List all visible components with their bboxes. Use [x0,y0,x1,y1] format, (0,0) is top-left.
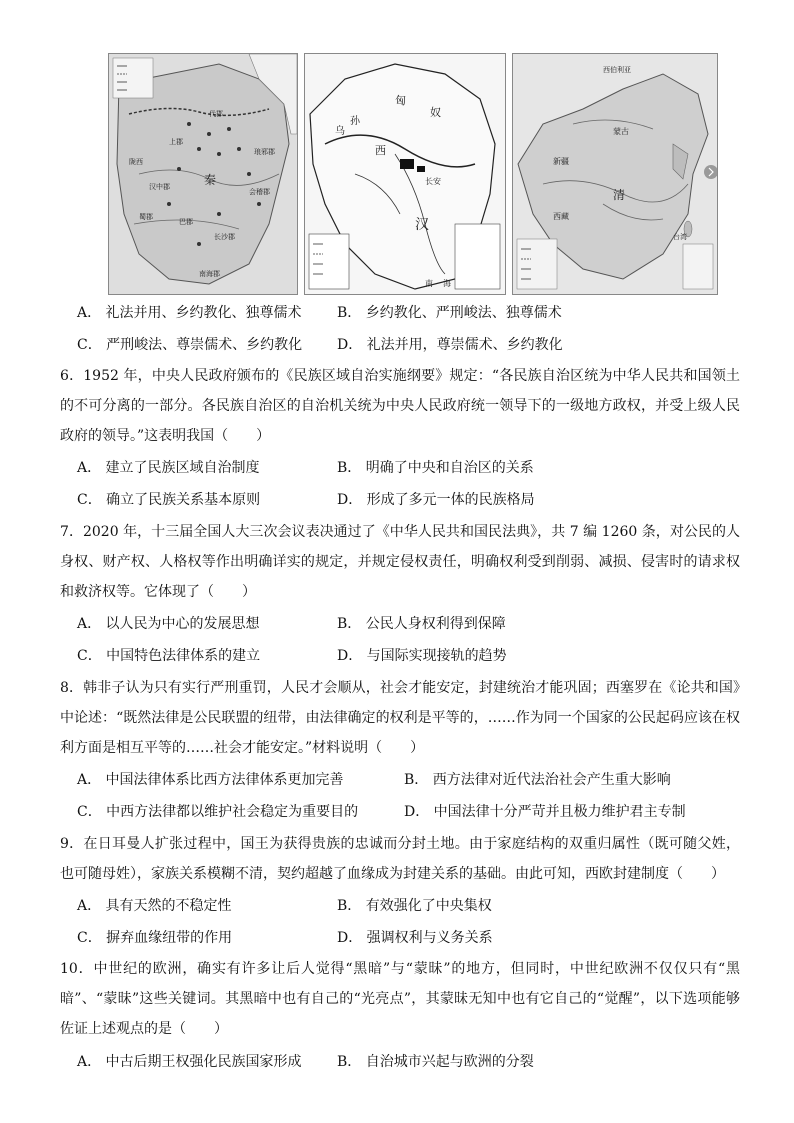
q5-option-b[interactable]: B． 乡约教化、严刑峻法、独尊儒术 [337,305,562,321]
q7-option-b[interactable]: B． 公民人身权利得到保障 [337,616,506,632]
qin-map-label: 上郡 [169,138,183,146]
qin-map-label: 巴郡 [179,218,193,226]
qin-map-label: 长沙郡 [214,233,235,241]
q6-option-a[interactable]: A． 建立了民族区域自治制度 [77,460,260,476]
q9-option-a[interactable]: A． 具有天然的不稳定性 [77,898,232,914]
question-9-stem: 9．在日耳曼人扩张过程中，国王为获得贵族的忠诚而分封土地。由于家庭结构的双重归属性（既可随父姓，也可随母姓），家族关系模糊不清，契约超越了血缘成为封建关系的基础。由此可知，西欧封建制度（ ） [60,836,740,882]
qing-map-label: 西伯利亚 [603,66,631,74]
q5-option-d[interactable]: D． 礼法并用，尊崇儒术、乡约教化 [337,337,563,353]
han-map-label: 孙 [350,116,360,127]
han-map-label: 乌 [335,126,345,137]
qin-map-label: 蜀郡 [139,213,153,221]
q6-option-d[interactable]: D． 形成了多元一体的民族格局 [337,492,535,508]
map-strip [108,53,716,293]
han-map-label: 西 [375,144,386,157]
q8-option-c[interactable]: C． 中西方法律都以维护社会稳定为重要目的 [77,804,359,820]
q7-option-c[interactable]: C． 中国特色法律体系的建立 [77,648,261,664]
q5-option-c[interactable]: C． 严刑峻法、尊崇儒术、乡约教化 [77,337,303,353]
qin-dynasty-map [108,53,298,295]
q5-option-a[interactable]: A． 礼法并用、乡约教化、独尊儒术 [77,305,302,321]
qing-dynasty-map [512,53,718,295]
q6-option-c[interactable]: C． 确立了民族关系基本原则 [77,492,261,508]
q9-option-d[interactable]: D． 强调权利与义务关系 [337,930,493,946]
qing-map-label: 西藏 [553,212,569,221]
question-6-stem: 6．1952 年，中央人民政府颁布的《民族区域自治实施纲要》规定：“各民族自治区统为中华人民共和国领土的不可分离的一部分。各民族自治区的自治机关统为中央人民政府统一领导下的一级地方政权，并受上级人民政府的领导。”这表明我国（ ） [60,368,740,444]
qin-map-main-label: 秦 [204,173,217,187]
han-map-label: 海 [443,279,451,288]
qing-map-image [513,54,717,294]
qin-map-image [109,54,297,294]
q8-option-a[interactable]: A． 中国法律体系比西方法律体系更加完善 [77,772,344,788]
qin-map-label: 会稽郡 [249,188,270,196]
qing-map-main-label: 清 [613,188,626,202]
han-map-image [305,54,505,294]
qin-map-label: 陇西 [129,158,143,166]
q8-option-b[interactable]: B． 西方法律对近代法治社会产生重大影响 [404,772,671,788]
han-map-label: 匈 [395,94,406,107]
question-7-stem: 7．2020 年，十三届全国人大三次会议表决通过了《中华人民共和国民法典》，共 7 编 1260 条，对公民的人身权、财产权、人格权等作出明确详实的规定，并规定侵权责任，明确权利受到削弱、减损、侵害时的请求权和救济权等。它体现了（ ） [60,524,740,600]
qing-map-label: 蒙古 [613,127,629,136]
q7-option-d[interactable]: D． 与国际实现接轨的趋势 [337,648,507,664]
qin-map-label: 代郡 [209,110,223,118]
han-map-label: 长安 [425,177,441,186]
q9-option-c[interactable]: C． 摒弃血缘纽带的作用 [77,930,233,946]
han-map-label: 奴 [430,106,441,119]
han-map-label: 南 [425,279,433,288]
q6-option-b[interactable]: B． 明确了中央和自治区的关系 [337,460,534,476]
han-map-main-label: 汉 [415,217,429,233]
q9-option-b[interactable]: B． 有效强化了中央集权 [337,898,492,914]
qing-map-label: 台湾 [673,233,687,241]
question-10-stem: 10．中世纪的欧洲，确实有许多让后人觉得“黑暗”与“蒙昧”的地方，但同时，中世纪欧洲不仅仅只有“黑暗”、“蒙昧”这些关键词。其黑暗中也有自己的“光亮点”，其蒙昧无知中也有它自己的“觉醒”，以下选项能够佐证上述观点的是（ ） [60,961,740,1037]
han-dynasty-map [304,53,506,295]
qin-map-label: 琅邪郡 [254,148,275,156]
qin-map-label: 汉中郡 [149,183,170,191]
q7-option-a[interactable]: A． 以人民为中心的发展思想 [77,616,260,632]
question-8-stem: 8．韩非子认为只有实行严刑重罚，人民才会顺从，社会才能安定，封建统治才能巩固；西塞罗在《论共和国》中论述：“既然法律是公民联盟的纽带，由法律确定的权利是平等的，……作为同一个国家的公民起码应该在权利方面是相互平等的……社会才能安定。”材料说明（ ） [60,680,740,756]
qin-map-label: 南海郡 [199,270,220,278]
q8-option-d[interactable]: D． 中国法律十分严苛并且极力维护君主专制 [404,804,686,820]
q10-option-b[interactable]: B． 自治城市兴起与欧洲的分裂 [337,1054,534,1070]
q10-option-a[interactable]: A． 中古后期王权强化民族国家形成 [77,1054,302,1070]
qing-map-label: 新疆 [553,157,569,166]
